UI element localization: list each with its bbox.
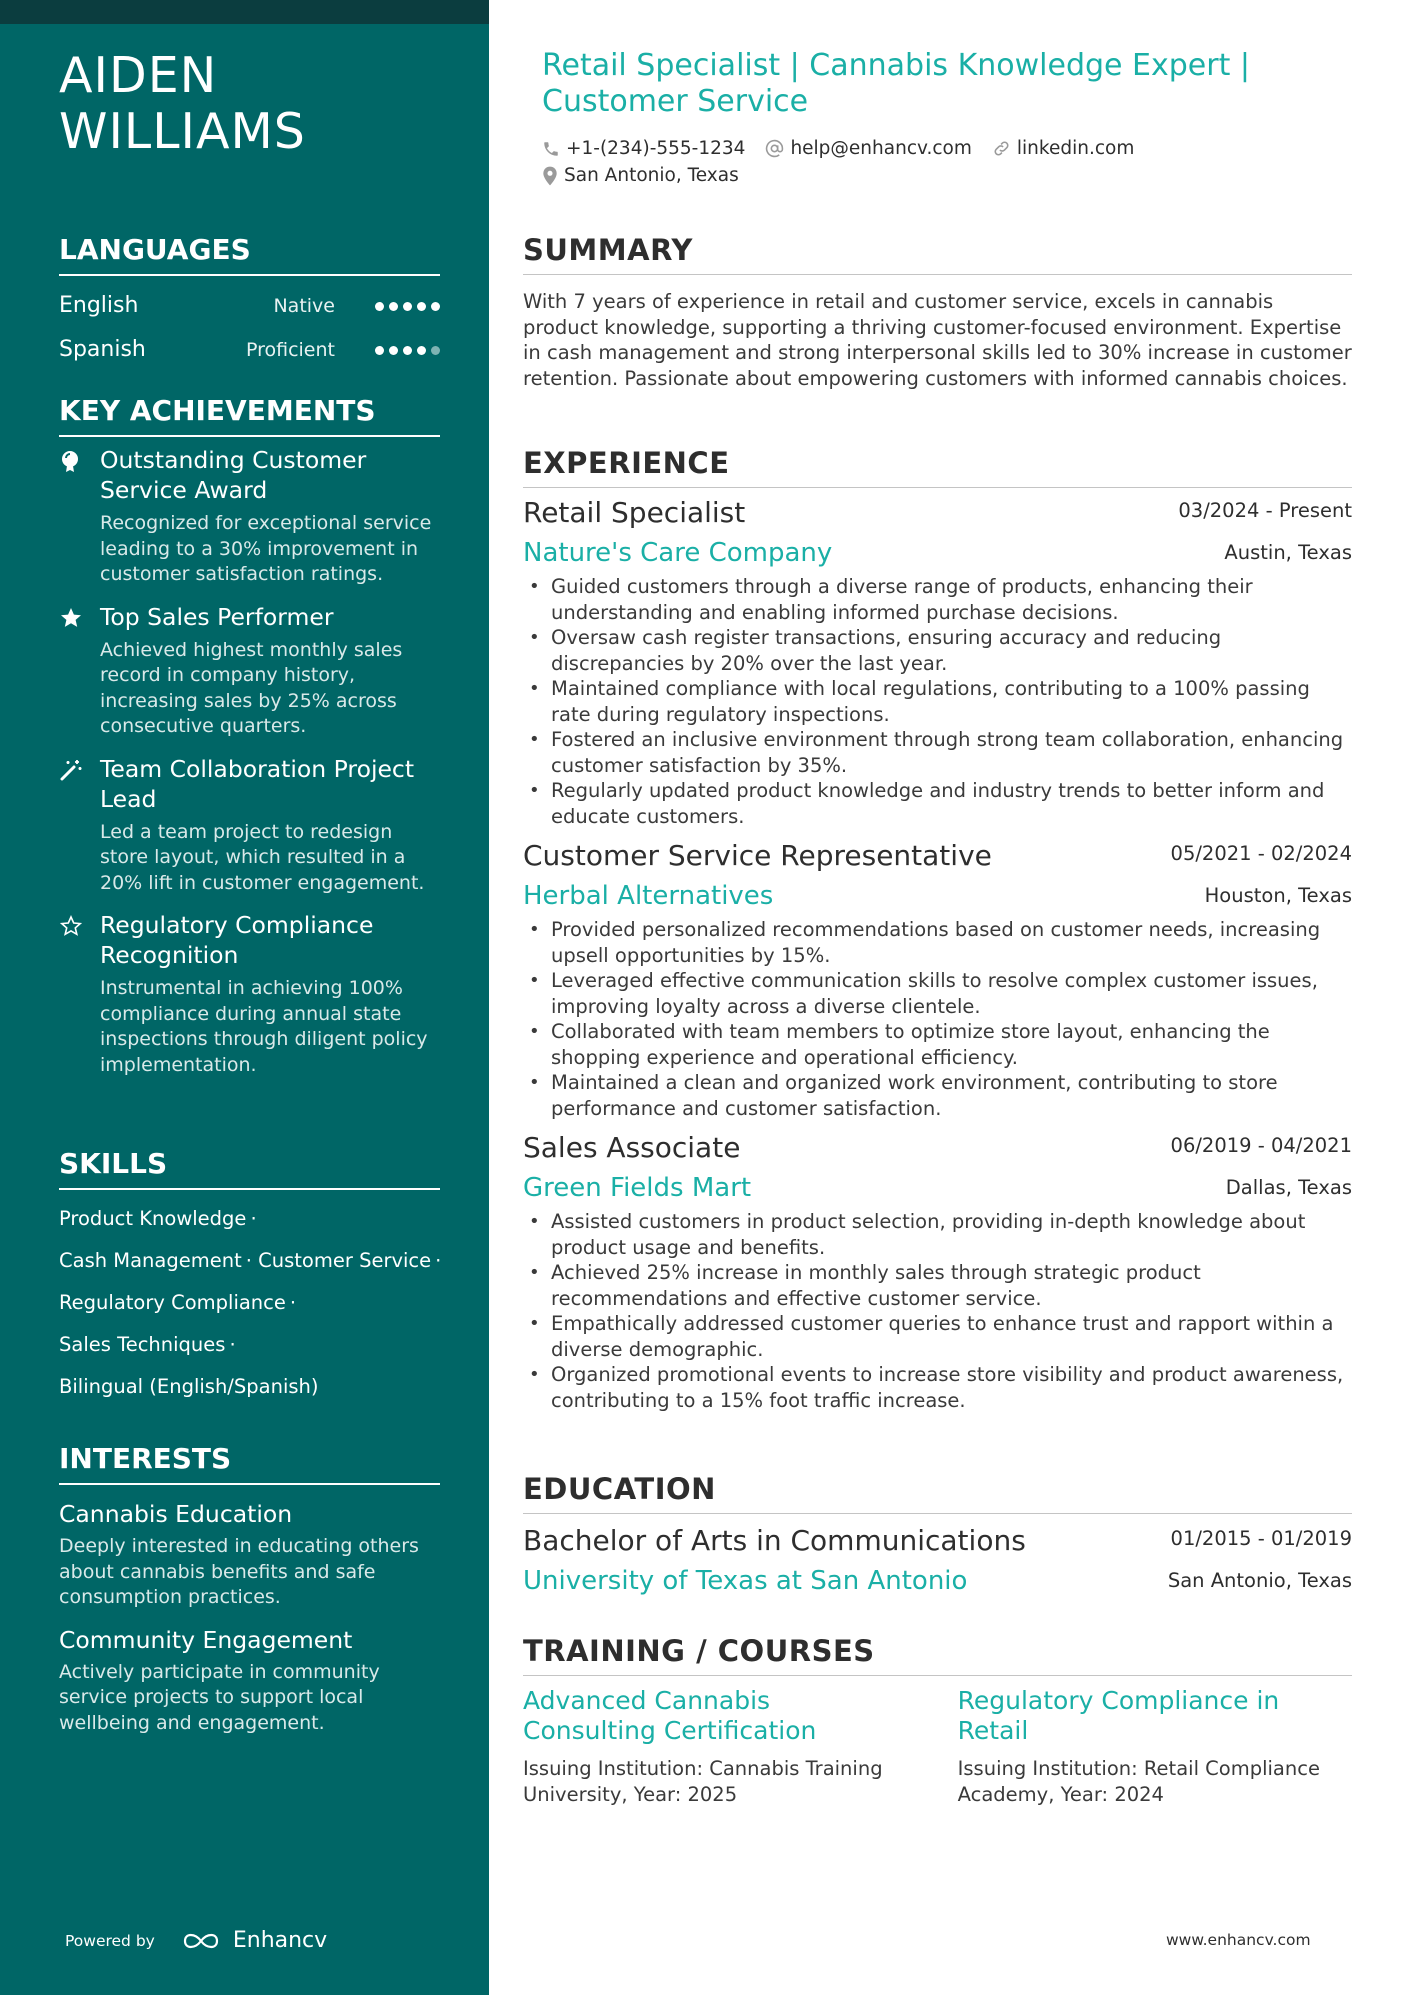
skill-row bbox=[59, 1282, 459, 1324]
job-location: Houston, Texas bbox=[1204, 884, 1352, 907]
contact-row-location bbox=[542, 162, 1342, 189]
rating-dot-filled bbox=[403, 346, 412, 355]
company-name: Herbal Alternatives bbox=[523, 881, 774, 911]
skill-row bbox=[59, 1324, 459, 1366]
rating-dot-empty bbox=[431, 346, 440, 355]
languages-section bbox=[59, 232, 440, 372]
course-item bbox=[523, 1686, 898, 1808]
course-list bbox=[523, 1686, 1352, 1808]
contact-linkedin[interactable] bbox=[992, 135, 1134, 162]
job-header bbox=[523, 1129, 1352, 1167]
medal-icon bbox=[59, 449, 83, 473]
skills-section bbox=[59, 1146, 459, 1408]
course-title: Regulatory Compliance in Retail bbox=[957, 1686, 1280, 1745]
enhancv-brand-name: Enhancv bbox=[232, 1928, 328, 1953]
job-date: 06/2019 - 04/2021 bbox=[1170, 1134, 1352, 1157]
job-entry bbox=[523, 1129, 1352, 1413]
achievement-item bbox=[59, 754, 440, 897]
language-name: English bbox=[59, 293, 139, 318]
training-section bbox=[523, 1633, 1352, 1808]
training-heading: TRAINING / COURSES bbox=[523, 1633, 1352, 1676]
job-location: Dallas, Texas bbox=[1225, 1176, 1352, 1199]
rating-dot-filled bbox=[403, 302, 412, 311]
achievement-item bbox=[59, 910, 440, 1078]
job-bullet: • Achieved 25% increase in monthly sales through strategic product recommendations and effective customer service. bbox=[523, 1260, 1352, 1311]
job-title: Sales Associate bbox=[523, 1131, 741, 1164]
job-bullet: • Provided personalized recommendations based on customer needs, increasing upsell opportunities by 15%. bbox=[523, 917, 1352, 968]
achievements-heading: KEY ACHIEVEMENTS bbox=[59, 393, 440, 437]
interest-title: Community Engagement bbox=[59, 1625, 353, 1654]
job-location: Austin, Texas bbox=[1224, 541, 1352, 564]
skill-item: Customer Service bbox=[258, 1249, 432, 1272]
education-heading: EDUCATION bbox=[523, 1471, 1352, 1514]
summary-text: With 7 years of experience in retail and customer service, excels in cannabis product knowledge, supporting a thriving customer-focused environment. Expertise in cash management and strong interpersonal skills led to 30% increase in customer retention. Passionate about empowering customers with informed cannabis choices. bbox=[523, 290, 1352, 390]
summary-section bbox=[523, 232, 1352, 391]
skill-item: Cash Management bbox=[59, 1249, 242, 1272]
linkedin-text: linkedin.com bbox=[1016, 138, 1135, 159]
link-icon bbox=[992, 139, 1011, 158]
at-sign-icon bbox=[765, 139, 784, 158]
job-entry bbox=[523, 494, 1352, 829]
skill-separator: · bbox=[435, 1249, 442, 1272]
job-date: 05/2021 - 02/2024 bbox=[1170, 842, 1352, 865]
achievement-item bbox=[59, 602, 440, 740]
language-rating bbox=[375, 284, 440, 328]
job-bullet: • Maintained a clean and organized work environment, contributing to store performance and customer satisfaction. bbox=[523, 1070, 1352, 1121]
contact-location bbox=[542, 162, 739, 189]
skill-separator: · bbox=[250, 1207, 257, 1230]
job-entry bbox=[523, 837, 1352, 1121]
job-bullet: • Empathically addressed customer queries to enhance trust and rapport within a diverse demographic. bbox=[523, 1311, 1352, 1362]
job-bullet: • Collaborated with team members to optimize store layout, enhancing the shopping experience and operational efficiency. bbox=[523, 1019, 1352, 1070]
interests-heading: INTERESTS bbox=[59, 1441, 440, 1485]
skill-separator: · bbox=[289, 1291, 297, 1314]
course-title: Advanced Cannabis Consulting Certification bbox=[523, 1686, 817, 1745]
job-header bbox=[523, 494, 1352, 532]
rating-dot-filled bbox=[389, 302, 398, 311]
education-date: 01/2015 - 01/2019 bbox=[1170, 1527, 1352, 1550]
phone-text: +1-(234)-555-1234 bbox=[566, 138, 746, 159]
achievement-description: Instrumental in achieving 100% compliance during annual state inspections through diligent policy implementation. bbox=[100, 977, 428, 1076]
job-title: Retail Specialist bbox=[523, 496, 746, 529]
footer-website[interactable]: www.enhancv.com bbox=[1166, 1931, 1311, 1949]
skill-item: Regulatory Compliance bbox=[59, 1291, 286, 1314]
job-bullets bbox=[523, 574, 1352, 829]
sidebar bbox=[0, 0, 489, 1995]
interest-description: Deeply interested in educating others about cannabis benefits and safe consumption practices. bbox=[59, 1535, 419, 1608]
interest-item bbox=[59, 1499, 440, 1611]
contact-phone[interactable] bbox=[542, 135, 745, 162]
star-filled-icon bbox=[59, 606, 83, 630]
job-subheader bbox=[523, 1167, 1352, 1209]
powered-by bbox=[65, 1928, 327, 1953]
job-bullet: • Organized promotional events to increase store visibility and product awareness, contributing to a 15% foot traffic increase. bbox=[523, 1362, 1352, 1413]
skill-separator: · bbox=[245, 1249, 252, 1272]
sidebar-top-bar bbox=[0, 0, 489, 24]
interest-title: Cannabis Education bbox=[59, 1500, 293, 1528]
language-rating bbox=[375, 328, 440, 372]
experience-section bbox=[523, 445, 1352, 1413]
star-outline-icon bbox=[59, 914, 83, 938]
location-text: San Antonio, Texas bbox=[564, 165, 739, 186]
skill-item: Bilingual (English/Spanish) bbox=[59, 1375, 319, 1398]
job-bullet: • Leveraged effective communication skills to resolve complex customer issues, improving loyalty across a diverse clientele. bbox=[523, 968, 1352, 1019]
phone-icon bbox=[542, 140, 560, 158]
job-header bbox=[523, 837, 1352, 875]
achievement-description: Achieved highest monthly sales record in company history, increasing sales by 25% across consecutive quarters. bbox=[100, 638, 403, 737]
job-bullet: • Maintained compliance with local regulations, contributing to a 100% passing rate during regulatory inspections. bbox=[523, 676, 1352, 727]
job-subheader bbox=[523, 532, 1352, 574]
language-item bbox=[59, 328, 440, 372]
education-entry bbox=[523, 1522, 1352, 1602]
rating-dot-filled bbox=[375, 346, 384, 355]
email-text: help@enhancv.com bbox=[790, 138, 972, 159]
interest-item bbox=[59, 1625, 440, 1737]
job-bullet: • Fostered an inclusive environment through strong team collaboration, enhancing customer satisfaction by 35%. bbox=[523, 727, 1352, 778]
languages-heading: LANGUAGES bbox=[59, 232, 440, 276]
job-bullet: • Assisted customers in product selection, providing in-depth knowledge about product usage and benefits. bbox=[523, 1209, 1352, 1260]
course-item bbox=[958, 1686, 1352, 1808]
rating-dot-filled bbox=[417, 346, 426, 355]
job-bullet: • Guided customers through a diverse range of products, enhancing their understanding and enabling informed purchase decisions. bbox=[523, 574, 1352, 625]
rating-dot-filled bbox=[431, 302, 440, 311]
skill-separator: · bbox=[229, 1333, 236, 1356]
achievement-description: Recognized for exceptional service leading to a 30% improvement in customer satisfaction ratings. bbox=[100, 512, 432, 585]
company-name: Nature's Care Company bbox=[523, 538, 833, 568]
rating-dot-filled bbox=[417, 302, 426, 311]
achievement-title: Team Collaboration Project Lead bbox=[100, 754, 415, 813]
language-level: Proficient bbox=[245, 339, 335, 361]
rating-dot-filled bbox=[389, 346, 398, 355]
company-name: Green Fields Mart bbox=[523, 1173, 752, 1203]
school-name: University of Texas at San Antonio bbox=[523, 1566, 968, 1596]
course-description: Issuing Institution: Retail Compliance Academy, Year: 2024 bbox=[957, 1757, 1320, 1806]
job-bullet: • Oversaw cash register transactions, ensuring accuracy and reducing discrepancies by 20% over the last year. bbox=[523, 625, 1352, 676]
skill-item: Product Knowledge bbox=[59, 1207, 247, 1230]
enhancv-logo-icon bbox=[181, 1929, 225, 1953]
skill-row bbox=[59, 1366, 459, 1408]
achievement-title: Top Sales Performer bbox=[100, 602, 334, 631]
language-item bbox=[59, 284, 440, 328]
job-bullets bbox=[523, 917, 1352, 1121]
education-header bbox=[523, 1522, 1352, 1560]
achievements-section bbox=[59, 393, 440, 1092]
professional-headline: Retail Specialist | Cannabis Knowledge Expert | Customer Service bbox=[542, 48, 1250, 119]
language-name: Spanish bbox=[59, 337, 146, 362]
skills-heading: SKILLS bbox=[59, 1146, 440, 1190]
summary-heading: SUMMARY bbox=[523, 232, 1352, 275]
powered-by-label: Powered by bbox=[65, 1931, 155, 1950]
interest-description: Actively participate in community service projects to support local wellbeing and engagement. bbox=[59, 1660, 380, 1734]
achievement-item bbox=[59, 445, 440, 588]
achievement-title: Outstanding Customer Service Award bbox=[100, 446, 367, 504]
job-date: 03/2024 - Present bbox=[1178, 499, 1352, 522]
education-location: San Antonio, Texas bbox=[1167, 1569, 1352, 1592]
enhancv-logo[interactable] bbox=[181, 1928, 327, 1953]
job-bullets bbox=[523, 1209, 1352, 1413]
experience-heading: EXPERIENCE bbox=[523, 445, 1352, 488]
education-subheader bbox=[523, 1560, 1352, 1602]
skill-row bbox=[59, 1240, 459, 1282]
job-subheader bbox=[523, 875, 1352, 917]
course-description: Issuing Institution: Cannabis Training University, Year: 2025 bbox=[523, 1757, 883, 1806]
job-bullet: • Regularly updated product knowledge and industry trends to better inform and educate customers. bbox=[523, 778, 1352, 829]
rating-dot-filled bbox=[375, 302, 384, 311]
candidate-name: AIDEN WILLIAMS bbox=[59, 47, 306, 160]
degree-title: Bachelor of Arts in Communications bbox=[523, 1524, 1026, 1557]
skill-item: Sales Techniques bbox=[59, 1333, 226, 1356]
location-pin-icon bbox=[542, 166, 558, 186]
language-level: Native bbox=[273, 295, 335, 317]
contact-row bbox=[542, 135, 1342, 162]
achievement-description: Led a team project to redesign store layout, which resulted in a 20% lift in customer engagement. bbox=[100, 820, 425, 894]
contact-email[interactable] bbox=[765, 135, 971, 162]
job-title: Customer Service Representative bbox=[523, 839, 992, 872]
magic-wand-icon bbox=[59, 758, 83, 782]
interests-section bbox=[59, 1441, 440, 1750]
education-section bbox=[523, 1471, 1352, 1602]
skill-row bbox=[59, 1198, 459, 1240]
achievement-title: Regulatory Compliance Recognition bbox=[100, 911, 374, 969]
